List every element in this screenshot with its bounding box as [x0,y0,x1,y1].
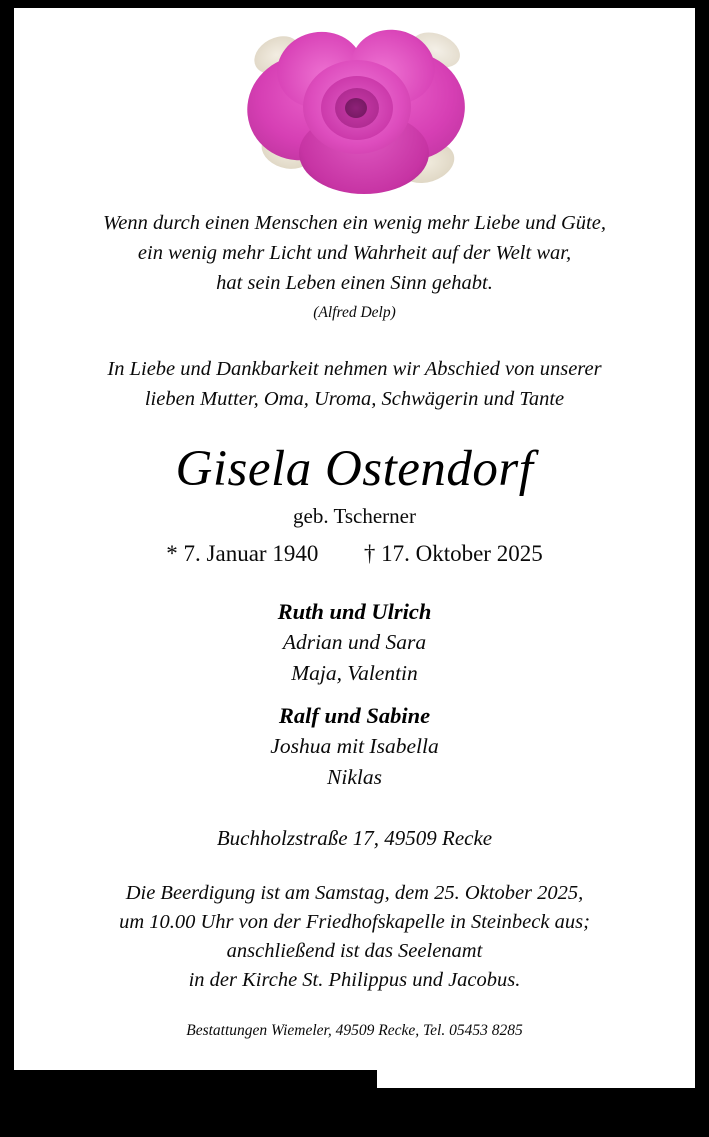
intro-line-2: lieben Mutter, Oma, Uroma, Schwägerin und Tante [144,388,565,410]
intro-block [25,354,685,414]
family-group-2 [14,700,695,793]
funeral-line-2: um 10.00 Uhr von der Friedhofskapelle in Steinbeck aus; [119,911,590,933]
family-group-2-line-2: Niklas [327,765,382,789]
funeral-line-3: anschließend ist das Seelenamt [226,940,483,962]
deceased-maiden-name: geb. Tscherner [293,504,416,528]
deceased-name: Gisela Ostendorf [175,441,534,497]
bottom-white-strip [377,1070,695,1088]
verse-author: (Alfred Delp) [313,304,396,321]
birth-date: * 7. Januar 1940 [166,541,319,566]
funeral-line-1: Die Beerdigung ist am Samstag, dem 25. Oktober 2025, [125,882,584,904]
family-group-2-line-1: Joshua mit Isabella [270,734,439,758]
verse-line-1: Wenn durch einen Menschen ein wenig mehr Liebe und Güte, [103,212,606,234]
verse-line-2: ein wenig mehr Licht und Wahrheit auf der Welt war, [137,242,572,264]
family-address: Buchholzstraße 17, 49509 Recke [216,826,493,850]
rose-image-container [14,8,695,208]
family-group-1-head: Ruth und Ulrich [277,599,432,624]
funeral-line-4: in der Kirche St. Philippus und Jacobus. [188,969,521,991]
family-group-1-line-1: Adrian und Sara [282,630,427,654]
family-group-1-line-2: Maja, Valentin [291,661,418,685]
undertaker-info: Bestattungen Wiemeler, 49509 Recke, Tel. 05453 8285 [186,1022,523,1039]
rose-flower-image [247,26,463,194]
family-block [14,596,695,793]
rose-center [345,98,367,118]
intro-line-1: In Liebe und Dankbarkeit nehmen wir Abschied von unserer [107,358,602,380]
verse-line-3: hat sein Leben einen Sinn gehabt. [216,272,493,294]
family-group-2-head: Ralf und Sabine [278,703,431,728]
verse-block [25,208,685,298]
obituary-content [14,8,695,1043]
funeral-details [25,879,685,995]
death-date: † 17. Oktober 2025 [363,541,543,566]
obituary-card [14,8,695,1070]
deceased-dates [14,538,695,570]
